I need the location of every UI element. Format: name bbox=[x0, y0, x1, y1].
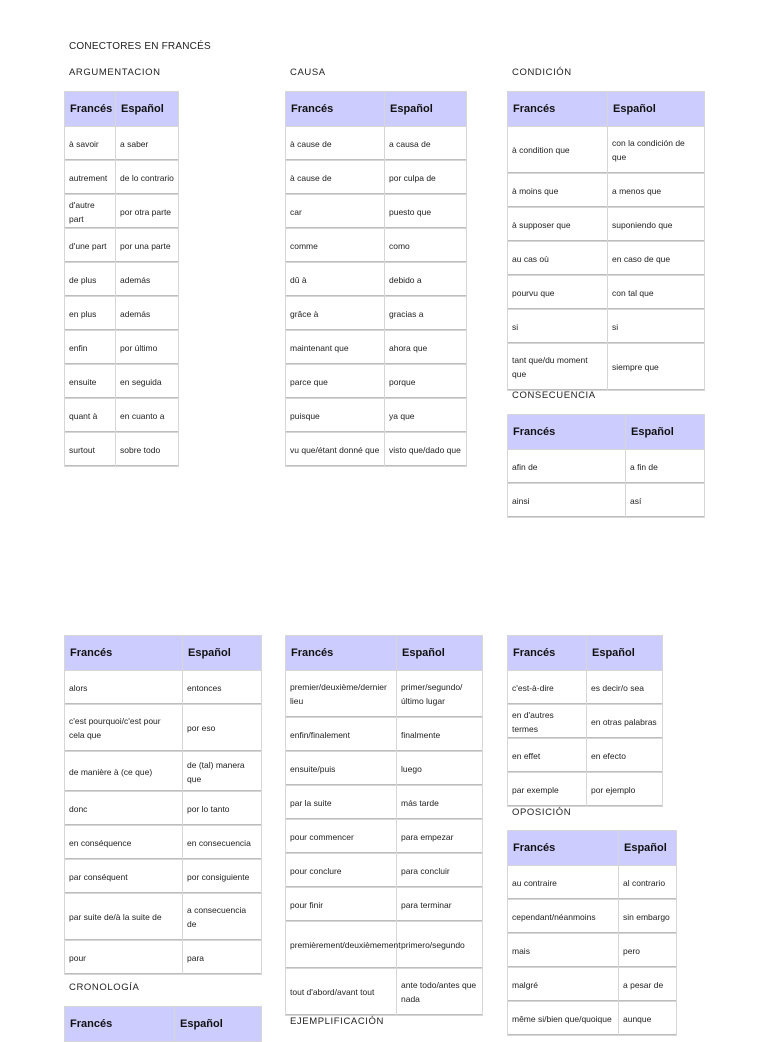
cell-frances: comme bbox=[286, 229, 385, 263]
table-row bbox=[286, 263, 467, 297]
table-row bbox=[65, 365, 179, 399]
cell-frances: d'une part bbox=[65, 229, 116, 263]
cell-frances: enfin/finalement bbox=[286, 718, 397, 752]
cell-espanol: con la condición de que bbox=[608, 127, 705, 174]
table-row bbox=[65, 671, 262, 705]
column-header-espanol: Español bbox=[608, 92, 705, 127]
cell-espanol: por una parte bbox=[116, 229, 179, 263]
cell-frances: en d'autres termes bbox=[508, 705, 587, 739]
cell-frances: enfin bbox=[65, 331, 116, 365]
cell-frances: alors bbox=[65, 671, 183, 705]
cell-frances: par la suite bbox=[286, 786, 397, 820]
table-oposicion bbox=[507, 830, 677, 1036]
column-header-frances: Francés bbox=[508, 92, 608, 127]
section-heading-cronologia: CRONOLOGÍA bbox=[69, 982, 140, 993]
cell-espanol: ante todo/antes que nada bbox=[397, 969, 483, 1016]
section-heading-argumentacion: ARGUMENTACION bbox=[69, 67, 161, 78]
column-header-frances: Francés bbox=[65, 636, 183, 671]
cell-espanol: gracias a bbox=[385, 297, 467, 331]
table-row bbox=[508, 968, 677, 1002]
table-row bbox=[286, 820, 483, 854]
table-row bbox=[508, 671, 663, 705]
cell-frances: premier/deuxième/dernier lieu bbox=[286, 671, 397, 718]
table-row bbox=[65, 860, 262, 894]
cell-espanol: a pesar de bbox=[619, 968, 677, 1002]
cell-espanol: de lo contrario bbox=[116, 161, 179, 195]
table-consecuencia bbox=[507, 414, 705, 518]
table-row bbox=[508, 310, 705, 344]
cell-espanol: en cuanto a bbox=[116, 399, 179, 433]
column-header-espanol: Español bbox=[385, 92, 467, 127]
cell-frances: par conséquent bbox=[65, 860, 183, 894]
table-row bbox=[286, 229, 467, 263]
table-header-row bbox=[508, 415, 705, 450]
column-header-espanol: Español bbox=[587, 636, 663, 671]
cell-espanol: porque bbox=[385, 365, 467, 399]
table-row bbox=[286, 854, 483, 888]
table-row bbox=[65, 792, 262, 826]
cell-frances: surtout bbox=[65, 433, 116, 467]
section-heading-condicion: CONDICIÓN bbox=[512, 67, 572, 78]
table-row bbox=[508, 934, 677, 968]
cell-espanol: es decir/o sea bbox=[587, 671, 663, 705]
table-consecuencia2 bbox=[64, 635, 262, 975]
table-header-row bbox=[508, 831, 677, 866]
cell-espanol: aunque bbox=[619, 1002, 677, 1036]
cell-espanol: debido a bbox=[385, 263, 467, 297]
table-row bbox=[65, 263, 179, 297]
table-row bbox=[65, 331, 179, 365]
table-row bbox=[508, 739, 663, 773]
cell-frances: autrement bbox=[65, 161, 116, 195]
table-header-row bbox=[65, 1007, 262, 1042]
table-header-row bbox=[65, 92, 179, 127]
cell-frances: quant à bbox=[65, 399, 116, 433]
cell-espanol: en seguida bbox=[116, 365, 179, 399]
cell-espanol: a menos que bbox=[608, 174, 705, 208]
section-heading-causa: CAUSA bbox=[290, 67, 326, 78]
cell-espanol: en otras palabras bbox=[587, 705, 663, 739]
table-row bbox=[508, 450, 705, 484]
table-header-row bbox=[286, 92, 467, 127]
cell-espanol: al contrario bbox=[619, 866, 677, 900]
cell-frances: ensuite bbox=[65, 365, 116, 399]
cell-frances: à cause de bbox=[286, 161, 385, 195]
cell-frances: même si/bien que/quoique bbox=[508, 1002, 619, 1036]
table-row bbox=[508, 344, 705, 391]
cell-frances: cependant/néanmoins bbox=[508, 900, 619, 934]
cell-espanol: ya que bbox=[385, 399, 467, 433]
cell-frances: au cas où bbox=[508, 242, 608, 276]
cell-espanol: de (tal) manera que bbox=[183, 752, 262, 792]
table-cronologia bbox=[64, 1006, 262, 1042]
cell-espanol: más tarde bbox=[397, 786, 483, 820]
cell-espanol: visto que/dado que bbox=[385, 433, 467, 467]
table-row bbox=[508, 1002, 677, 1036]
table-ejemplificacion2 bbox=[507, 635, 663, 807]
cell-espanol: en efecto bbox=[587, 739, 663, 773]
cell-frances: afin de bbox=[508, 450, 626, 484]
table-row bbox=[286, 297, 467, 331]
cell-frances: premièrement/deuxièmement bbox=[286, 922, 397, 969]
cell-frances: ainsi bbox=[508, 484, 626, 518]
cell-frances: à moins que bbox=[508, 174, 608, 208]
table-row bbox=[286, 365, 467, 399]
table-row bbox=[286, 127, 467, 161]
cell-frances: d'autre part bbox=[65, 195, 116, 229]
column-header-espanol: Español bbox=[397, 636, 483, 671]
cell-frances: à savoir bbox=[65, 127, 116, 161]
cell-espanol: como bbox=[385, 229, 467, 263]
section-heading-consecuencia: CONSECUENCIA bbox=[512, 390, 596, 401]
cell-espanol: por consiguiente bbox=[183, 860, 262, 894]
cell-frances: si bbox=[508, 310, 608, 344]
cell-espanol: a causa de bbox=[385, 127, 467, 161]
cell-frances: à condition que bbox=[508, 127, 608, 174]
cell-espanol: por último bbox=[116, 331, 179, 365]
cell-espanol: por ejemplo bbox=[587, 773, 663, 807]
cell-frances: en conséquence bbox=[65, 826, 183, 860]
cell-frances: grâce à bbox=[286, 297, 385, 331]
column-header-espanol: Español bbox=[619, 831, 677, 866]
table-row bbox=[508, 773, 663, 807]
cell-frances: donc bbox=[65, 792, 183, 826]
column-header-espanol: Español bbox=[183, 636, 262, 671]
cell-espanol: además bbox=[116, 263, 179, 297]
cell-frances: dû à bbox=[286, 263, 385, 297]
table-row bbox=[508, 900, 677, 934]
cell-frances: mais bbox=[508, 934, 619, 968]
section-heading-oposicion: OPOSICIÓN bbox=[512, 807, 572, 818]
table-row bbox=[508, 127, 705, 174]
cell-espanol: pero bbox=[619, 934, 677, 968]
cell-espanol: a saber bbox=[116, 127, 179, 161]
cell-espanol: puesto que bbox=[385, 195, 467, 229]
cell-frances: pourvu que bbox=[508, 276, 608, 310]
table-row bbox=[286, 161, 467, 195]
cell-frances: ensuite/puis bbox=[286, 752, 397, 786]
column-header-espanol: Español bbox=[175, 1007, 262, 1042]
table-row bbox=[286, 399, 467, 433]
column-header-frances: Francés bbox=[508, 415, 626, 450]
page-title: CONECTORES EN FRANCÉS bbox=[69, 41, 211, 52]
table-row bbox=[286, 969, 483, 1016]
table-row bbox=[65, 941, 262, 975]
cell-espanol: por culpa de bbox=[385, 161, 467, 195]
table-header-row bbox=[508, 92, 705, 127]
table-row bbox=[65, 826, 262, 860]
cell-espanol: a consecuencia de bbox=[183, 894, 262, 941]
cell-espanol: siempre que bbox=[608, 344, 705, 391]
column-header-frances: Francés bbox=[65, 92, 116, 127]
cell-frances: en plus bbox=[65, 297, 116, 331]
column-header-frances: Francés bbox=[286, 92, 385, 127]
cell-frances: tout d'abord/avant tout bbox=[286, 969, 397, 1016]
table-row bbox=[65, 297, 179, 331]
table-row bbox=[65, 195, 179, 229]
table-header-row bbox=[286, 636, 483, 671]
cell-frances: parce que bbox=[286, 365, 385, 399]
cell-frances: pour finir bbox=[286, 888, 397, 922]
table-row bbox=[65, 894, 262, 941]
cell-espanol: sin embargo bbox=[619, 900, 677, 934]
table-row bbox=[508, 484, 705, 518]
table-causa bbox=[285, 91, 467, 467]
cell-espanol: a fin de bbox=[626, 450, 705, 484]
cell-espanol: además bbox=[116, 297, 179, 331]
cell-frances: par exemple bbox=[508, 773, 587, 807]
table-row bbox=[65, 752, 262, 792]
table-row bbox=[508, 242, 705, 276]
cell-frances: malgré bbox=[508, 968, 619, 1002]
cell-espanol: por lo tanto bbox=[183, 792, 262, 826]
table-row bbox=[286, 786, 483, 820]
table-row bbox=[286, 888, 483, 922]
table-row bbox=[286, 718, 483, 752]
cell-espanol: para terminar bbox=[397, 888, 483, 922]
cell-espanol: para empezar bbox=[397, 820, 483, 854]
cell-espanol: así bbox=[626, 484, 705, 518]
column-header-espanol: Español bbox=[116, 92, 179, 127]
cell-frances: à supposer que bbox=[508, 208, 608, 242]
cell-espanol: con tal que bbox=[608, 276, 705, 310]
cell-espanol: suponiendo que bbox=[608, 208, 705, 242]
cell-espanol: primero/segundo bbox=[397, 922, 483, 969]
table-row bbox=[286, 922, 483, 969]
table-row bbox=[286, 433, 467, 467]
table-row bbox=[286, 752, 483, 786]
column-header-frances: Francés bbox=[65, 1007, 175, 1042]
table-row bbox=[508, 276, 705, 310]
cell-espanol: finalmente bbox=[397, 718, 483, 752]
cell-espanol: si bbox=[608, 310, 705, 344]
cell-frances: de plus bbox=[65, 263, 116, 297]
column-header-espanol: Español bbox=[626, 415, 705, 450]
table-row bbox=[508, 208, 705, 242]
column-header-frances: Francés bbox=[286, 636, 397, 671]
cell-espanol: en consecuencia bbox=[183, 826, 262, 860]
cell-frances: tant que/du moment que bbox=[508, 344, 608, 391]
table-row bbox=[286, 195, 467, 229]
cell-frances: à cause de bbox=[286, 127, 385, 161]
cell-espanol: entonces bbox=[183, 671, 262, 705]
cell-espanol: primer/segundo/último lugar bbox=[397, 671, 483, 718]
cell-frances: en effet bbox=[508, 739, 587, 773]
cell-frances: de manière à (ce que) bbox=[65, 752, 183, 792]
cell-frances: pour commencer bbox=[286, 820, 397, 854]
column-header-frances: Francés bbox=[508, 831, 619, 866]
table-header-row bbox=[65, 636, 262, 671]
cell-espanol: sobre todo bbox=[116, 433, 179, 467]
table-row bbox=[65, 127, 179, 161]
cell-espanol: luego bbox=[397, 752, 483, 786]
table-row bbox=[508, 705, 663, 739]
table-row bbox=[65, 161, 179, 195]
cell-frances: au contraire bbox=[508, 866, 619, 900]
table-cronologia2 bbox=[285, 635, 483, 1016]
table-row bbox=[65, 705, 262, 752]
table-row bbox=[286, 671, 483, 718]
cell-espanol: para bbox=[183, 941, 262, 975]
cell-frances: pour bbox=[65, 941, 183, 975]
table-condicion bbox=[507, 91, 705, 391]
cell-frances: c'est pourquoi/c'est pour cela que bbox=[65, 705, 183, 752]
cell-frances: pour conclure bbox=[286, 854, 397, 888]
table-row bbox=[65, 399, 179, 433]
cell-espanol: ahora que bbox=[385, 331, 467, 365]
cell-espanol: por eso bbox=[183, 705, 262, 752]
cell-frances: vu que/étant donné que bbox=[286, 433, 385, 467]
cell-frances: puisque bbox=[286, 399, 385, 433]
cell-frances: c'est-à-dire bbox=[508, 671, 587, 705]
table-row bbox=[508, 866, 677, 900]
table-row bbox=[65, 433, 179, 467]
cell-espanol: por otra parte bbox=[116, 195, 179, 229]
table-row bbox=[286, 331, 467, 365]
table-header-row bbox=[508, 636, 663, 671]
column-header-frances: Francés bbox=[508, 636, 587, 671]
cell-frances: maintenant que bbox=[286, 331, 385, 365]
cell-espanol: para concluir bbox=[397, 854, 483, 888]
section-heading-ejemplificacion: EJEMPLIFICACIÓN bbox=[290, 1016, 384, 1027]
cell-espanol: en caso de que bbox=[608, 242, 705, 276]
table-row bbox=[508, 174, 705, 208]
table-argumentacion bbox=[64, 91, 179, 467]
table-row bbox=[65, 229, 179, 263]
cell-frances: car bbox=[286, 195, 385, 229]
cell-frances: par suite de/à la suite de bbox=[65, 894, 183, 941]
